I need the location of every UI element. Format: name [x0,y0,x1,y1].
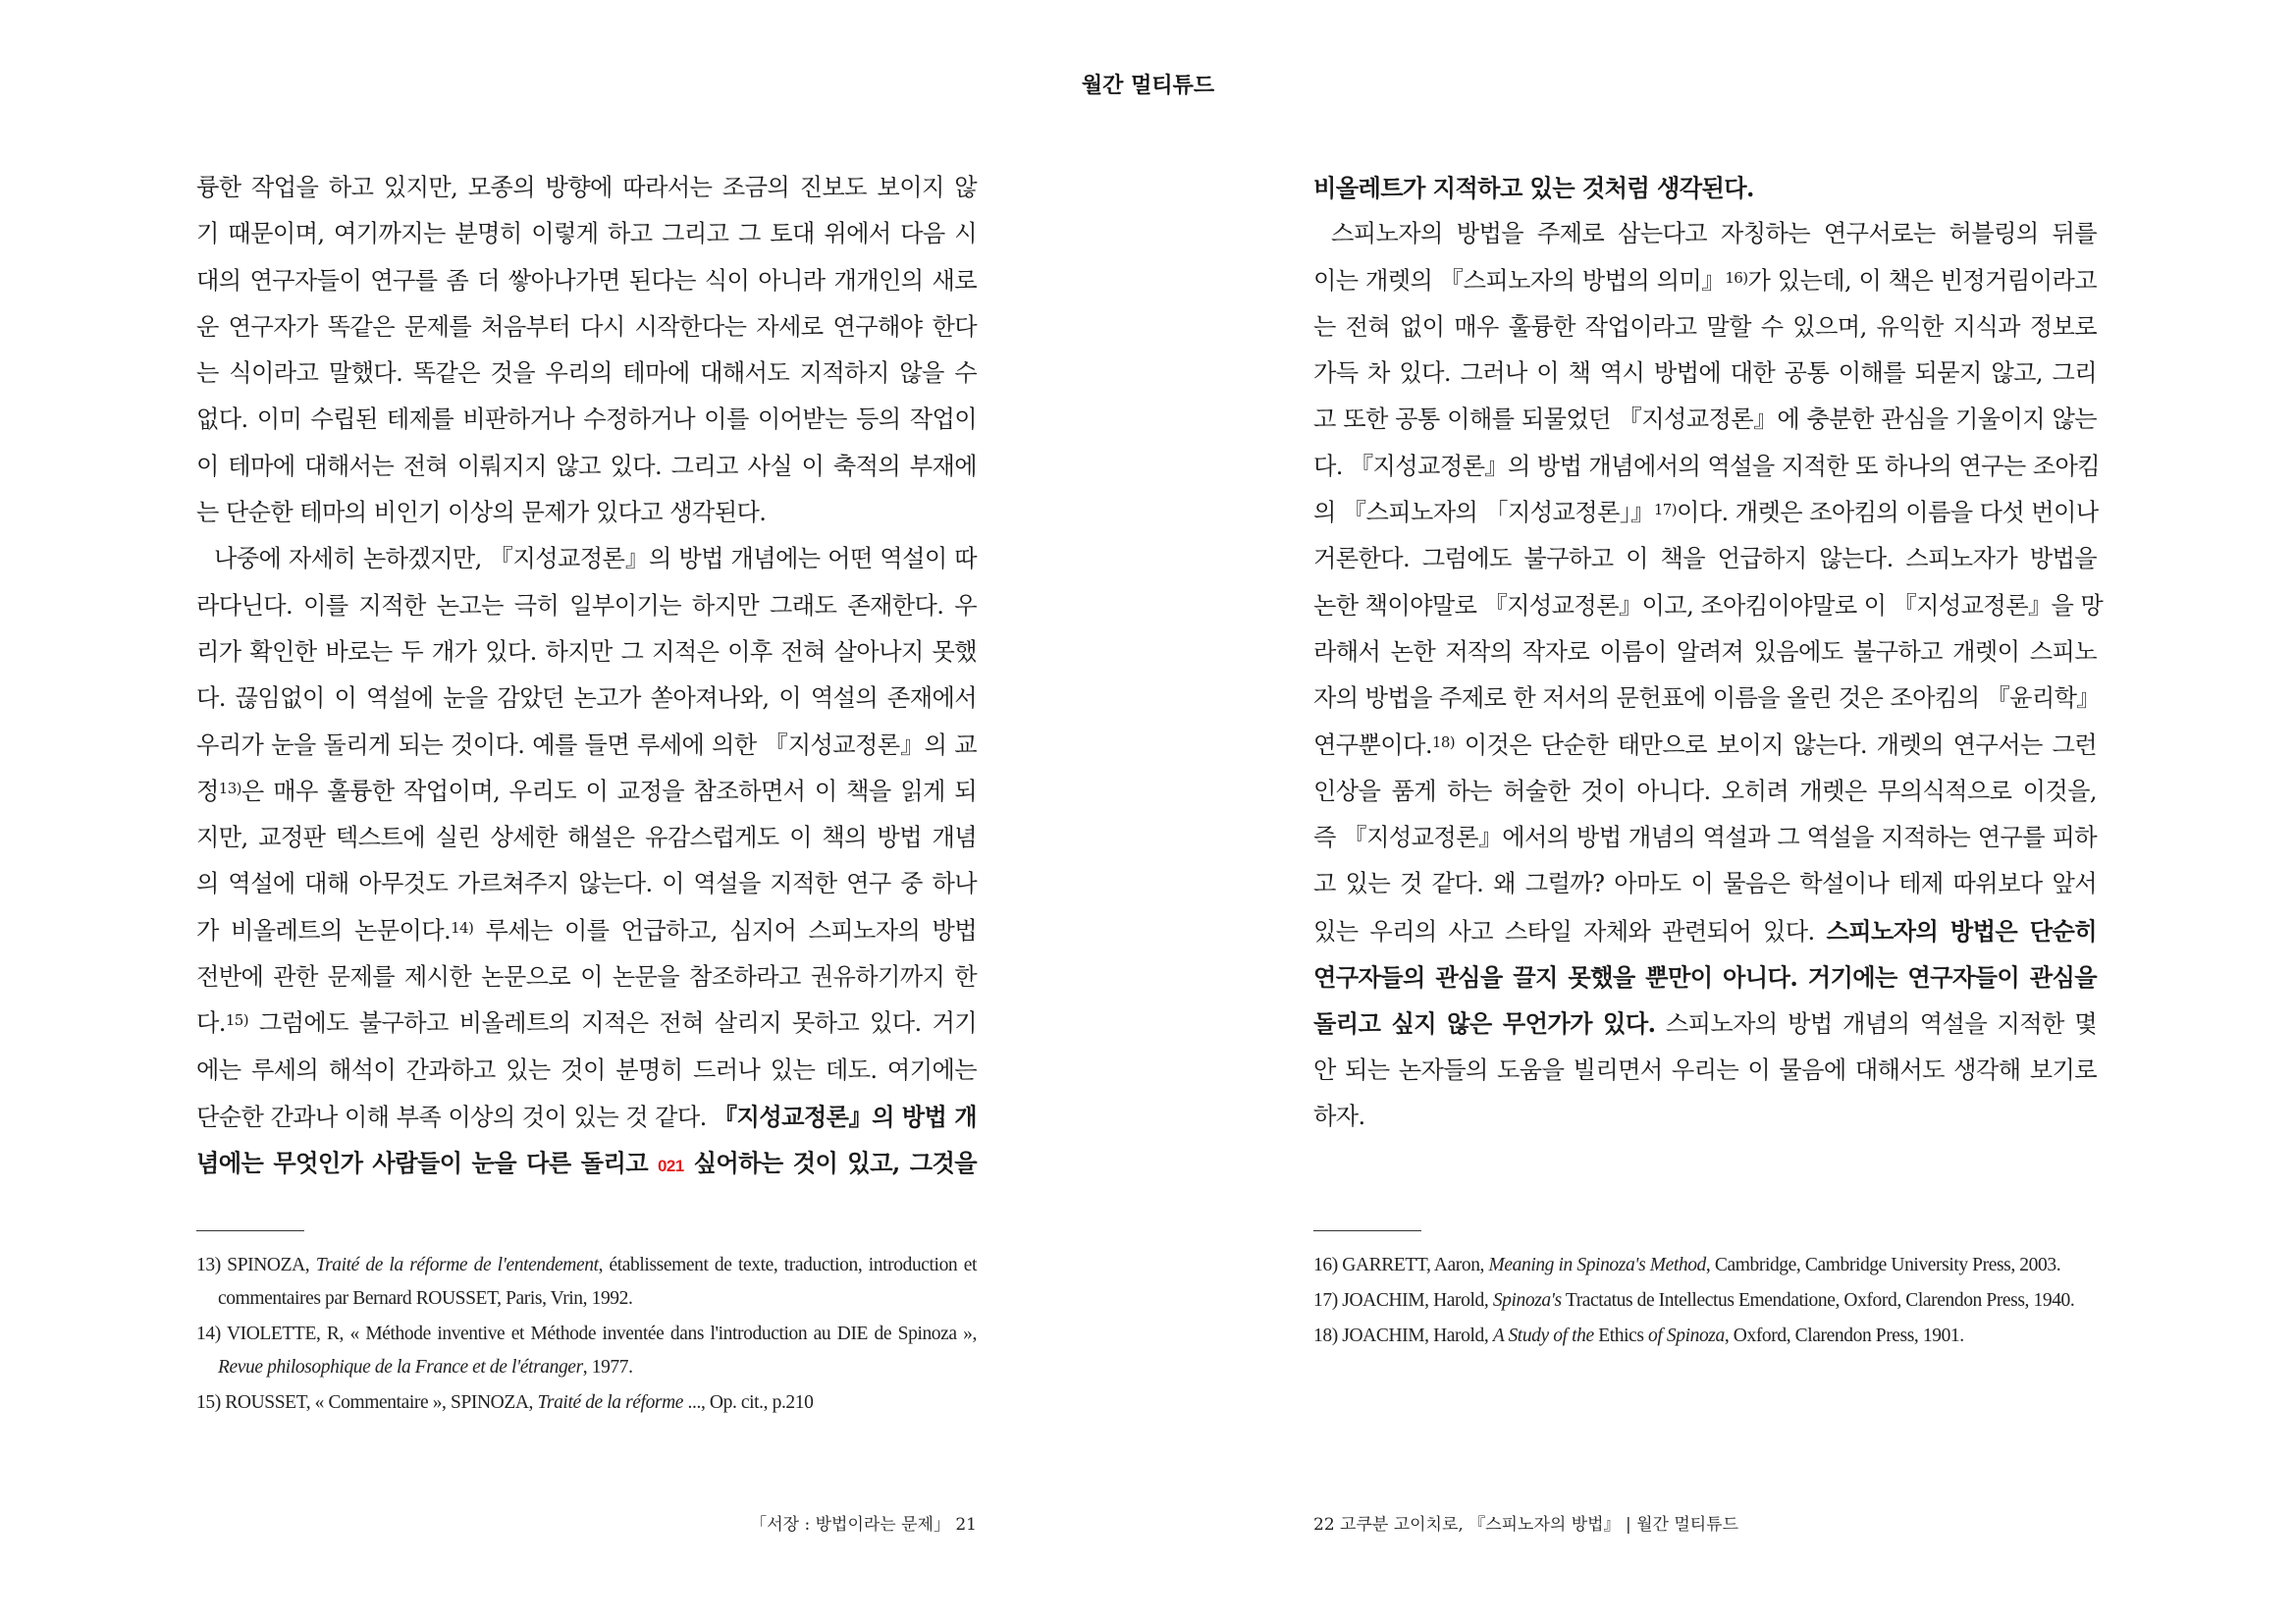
footnote-author: JOACHIM, Harold, [1342,1326,1489,1346]
text-fragment: 싶어하는 것이 있고, 그것을 [683,1149,977,1178]
text-line [196,908,977,954]
text-line: 지만, 교정판 텍스트에 실린 상세한 해설은 유감스럽게도 이 책의 방법 개념 [196,824,977,852]
text-line: 안 되는 논자들의 도움을 빌리면서 우리는 이 물음에 대해서도 생각해 보기로 [1313,1056,2097,1084]
footnote-number: 18) [1313,1326,1338,1346]
text-fragment: 은 [240,777,274,805]
footnote-rest: , Oxford, Clarendon Press, 1901. [1724,1326,1964,1346]
text-line: 논한 책이야말로 『지성교정론』이고, 조아킴이야말로 이 『지성교정론』을 망 [1313,591,2104,620]
text-line: 는 식이라고 말했다. 똑같은 것을 우리의 테마에 대해서도 지적하지 않을 수 [196,359,977,388]
footnote-mid: Ethics [1593,1326,1649,1346]
text-fragment: 다. [196,1009,226,1038]
page-number-marker: 021 [658,1157,684,1176]
footnote-author: SPINOZA, [227,1255,310,1275]
text-line [1313,490,2097,536]
text-line: 는 단순한 테마의 비인기 이상의 문제가 있다고 생각된다. [196,499,767,527]
text-line: 라다닌다. 이를 지적한 논고는 극히 일부이기는 하지만 그래도 존재한다. 우 [196,591,977,620]
footnote-ref-17[interactable]: 17) [1653,501,1677,519]
footnote-ref-13[interactable]: 13) [218,779,241,797]
footnote-rest: , 1977. [582,1357,633,1378]
text-fragment: 정 [196,777,219,805]
text-line: 인상을 품게 하는 허술한 것이 아니다. 오히려 개렛은 무의식적으로 이것을, [1313,777,2097,805]
right-footnotes [1313,1249,2097,1355]
text-line: 자의 방법을 주제로 한 저서의 문헌표에 이름을 올린 것은 조아킴의 『윤리학』 [1313,684,2101,713]
text-line: 리가 확인한 바로는 두 개가 있다. 하지만 그 지적은 이후 전혀 살아나지 못했 [196,637,977,666]
text-line: 는 전혀 없이 매우 훌륭한 작업이라고 말할 수 있으며, 유익한 지식과 정보로 [1313,312,2097,341]
footnote-14 [196,1318,977,1384]
text-line [196,1140,977,1186]
footnote-author: ROUSSET, « Commentaire », SPINOZA, [225,1392,534,1413]
text-line: 고 있는 것 같다. 왜 그럴까? 아마도 이 물음은 학설이나 테제 따위보다 앞서 [1313,870,2097,898]
bold-text: 『지성교정론』의 방법 개 [713,1102,977,1131]
text-fragment: 이것은 단순한 태만으로 보이지 않는다. 개렛의 연구서는 그런 [1455,731,2097,759]
footnote-16 [1313,1249,2097,1282]
footnote-author: GARRETT, Aaron, [1342,1255,1485,1275]
footnote-15 [196,1386,977,1420]
text-line [1313,908,2097,954]
footnote-title: Revue philosophique de la France et de l'étranger [218,1357,583,1378]
footnote-rest: , établissement de texte, traduction, introduction et commentaires par Bernard ROUSSET, Paris, Vrin, 1992. [218,1255,977,1309]
text-fragment: 념에는 무엇인가 사람들이 눈을 다른 돌리고 [196,1149,659,1178]
text-fragment: 있는 우리의 사고 스타일 자체와 관련되어 있다. [1313,917,1827,946]
footnote-17 [1313,1284,2097,1318]
text-line: 비올레트가 지적하고 있는 것처럼 생각된다. [1313,174,1754,202]
footnote-title: Spinoza's [1492,1290,1562,1311]
text-line: 륭한 작업을 하고 있지만, 모종의 방향에 따라서는 조금의 진보도 보이지 않 [196,174,977,201]
footnote-ref-15[interactable]: 15) [225,1011,248,1030]
text-line [196,1001,977,1047]
footnote-divider [196,1230,304,1231]
text-line: 라해서 논한 저작의 작자로 이름이 알려져 있음에도 불구하고 개렛이 스피노 [1313,637,2097,666]
footnote-ref-18[interactable]: 18) [1431,732,1456,751]
text-fragment: 의 『스피노자의 「지성교정론」』 [1313,499,1654,527]
footnote-title: Meaning in Spinoza's Method [1488,1255,1706,1275]
footnote-number: 17) [1313,1290,1338,1311]
text-line: 거론한다. 그럼에도 불구하고 이 책을 언급하지 않는다. 스피노자가 방법을 [1313,545,2097,573]
text-line: 없다. 이미 수립된 테제를 비판하거나 수정하거나 이를 이어받는 등의 작업이 [196,406,977,434]
text-fragment: 연구뿐이다. [1313,731,1432,759]
text-line: 이 테마에 대해서는 전혀 이뤄지지 않고 있다. 그리고 사실 이 축적의 부재에 [196,452,977,480]
footnote-title: Traité de la réforme [537,1392,684,1413]
text-line: 기 때문이며, 여기까지는 분명히 이렇게 하고 그리고 그 토대 위에서 다음 시 [196,220,977,248]
text-fragment: 그럼에도 불구하고 비올레트의 지적은 전혀 살리지 못하고 있다. 거기 [258,1009,977,1038]
left-footnotes [196,1249,977,1422]
footnote-title: of Spinoza [1648,1326,1725,1346]
text-line: 운 연구자가 똑같은 문제를 처음부터 다시 시작한다는 자세로 연구해야 한다 [196,312,977,341]
footnote-ref-14[interactable]: 14) [451,918,474,937]
footnote-rest: , Cambridge, Cambridge University Press, 2003. [1705,1255,2061,1275]
footnote-divider [1313,1230,1421,1231]
text-fragment: 매우 훌륭한 작업이며, 우리도 이 교정을 참조하면서 이 책을 읽게 되 [273,777,977,805]
footnote-author: VIOLETTE, R, « Méthode inventive et Méthode inventée dans l'introduction au DIE de Spinoza », [226,1324,977,1344]
text-fragment: 스피노자의 방법 개념의 역설을 지적한 몇 [1655,1010,2097,1039]
right-page-footer: 22 고쿠분 고이치로, 『스피노자의 방법』 | 월간 멀티튜드 [1313,1515,1739,1535]
text-line [196,1094,977,1140]
text-fragment: 이다. 개렛은 조아킴의 이름을 다섯 번이나 [1677,499,2099,527]
text-line [1313,258,2097,304]
footnote-title: A Study of the [1492,1326,1594,1346]
footnote-ref-16[interactable]: 16) [1725,268,1748,287]
text-fragment: 가 있는데, 이 책은 빈정거림이라고 [1747,266,2097,295]
text-fragment: 루세는 이를 언급하고, 심지어 스피노자의 방법 [485,916,977,945]
text-line: 다. 『지성교정론』의 방법 개념에서의 역설을 지적한 또 하나의 연구는 조아킴 [1313,452,2101,480]
footnote-rest: Tractatus de Intellectus Emendatione, Oxford, Clarendon Press, 1940. [1561,1290,2075,1311]
text-line: 스피노자의 방법을 주제로 삼는다고 자칭하는 연구서로는 허블링의 뒤를 [1331,220,2097,248]
footnote-number: 15) [196,1392,221,1413]
footnote-18 [1313,1320,2097,1353]
text-line [196,769,977,815]
text-fragment: 가 비올레트의 논문이다. [196,916,452,945]
text-line: 의 역설에 대해 아무것도 가르쳐주지 않는다. 이 역설을 지적한 연구 중 하나 [196,870,977,898]
footnote-rest: ..., Op. cit., p.210 [683,1392,814,1413]
text-line: 전반에 관한 문제를 제시한 논문으로 이 논문을 참조하라고 권유하기까지 한 [196,963,977,992]
text-line: 대의 연구자들이 연구를 좀 더 쌓아나가면 된다는 식이 아니라 개개인의 새로 [196,266,977,295]
footnote-number: 16) [1313,1255,1338,1275]
text-line: 즉 『지성교정론』에서의 방법 개념의 역설과 그 역설을 지적하는 연구를 피하 [1313,824,2097,852]
text-line: 우리가 눈을 돌리게 되는 것이다. 예를 들면 루세에 의한 『지성교정론』의 교 [196,731,977,759]
text-fragment: 단순한 간과나 이해 부족 이상의 것이 있는 것 같다. [196,1103,714,1131]
text-fragment: 이는 개렛의 『스피노자의 방법의 의미』 [1313,266,1726,295]
text-line: 고 또한 공통 이해를 되물었던 『지성교정론』에 충분한 관심을 기울이지 않는 [1313,406,2097,434]
left-page-body [196,165,977,1187]
text-line: 다. 끊임없이 이 역설에 눈을 감았던 논고가 쏟아져나와, 이 역설의 존재에서 [196,684,977,713]
text-line [1313,723,2097,769]
right-page-body [1313,165,2104,1140]
footnote-title: Traité de la réforme de l'entendement [315,1255,599,1275]
footnote-number: 13) [196,1255,221,1275]
bold-text: 돌리고 싶지 않은 무언가가 있다. [1313,1009,1656,1039]
left-page-footer: 「서장 : 방법이라는 문제」 21 [750,1515,977,1535]
text-line: 가득 차 있다. 그러나 이 책 역시 방법에 대한 공통 이해를 되묻지 않고, 그리 [1313,359,2097,388]
text-line: 나중에 자세히 논하겠지만, 『지성교정론』의 방법 개념에는 어떤 역설이 따 [214,545,977,573]
footnote-13 [196,1249,977,1316]
text-line: 에는 루세의 해석이 간과하고 있는 것이 분명히 드러나 있는 데도. 여기에는 [196,1056,977,1084]
bold-text: 스피노자의 방법은 단순히 [1826,916,2097,946]
footnote-author: JOACHIM, Harold, [1342,1290,1489,1311]
text-line: 연구자들의 관심을 끌지 못했을 뿐만이 아니다. 거기에는 연구자들이 관심을 [1313,963,2097,993]
text-line [1313,1001,2097,1047]
publication-title: 월간 멀티튜드 [1081,74,1215,98]
footnote-number: 14) [196,1324,221,1344]
text-line: 하자. [1313,1102,1365,1130]
